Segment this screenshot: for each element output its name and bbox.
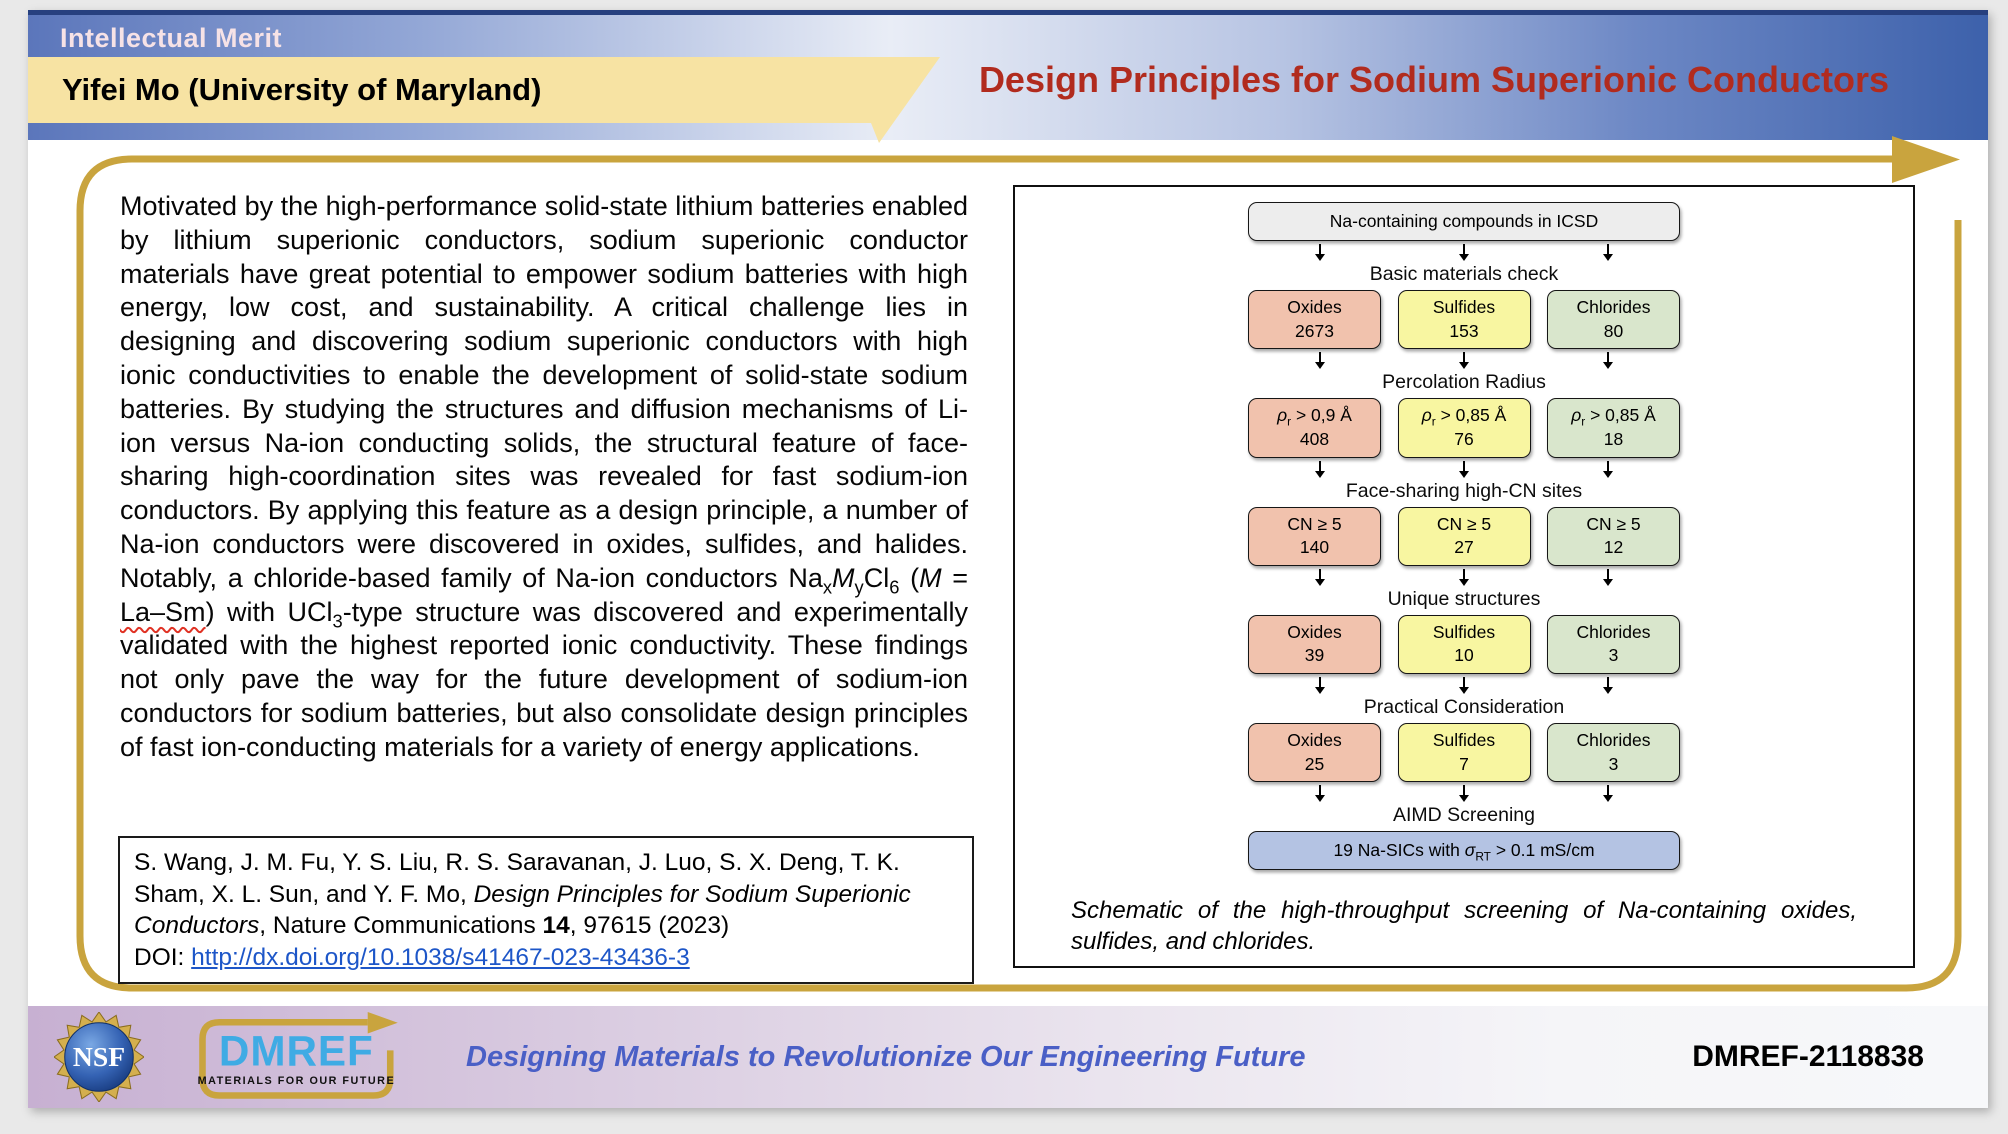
figure-panel	[1013, 185, 1915, 968]
flow-box-row	[1248, 290, 1680, 349]
dmref-subtitle: MATERIALS FOR OUR FUTURE	[197, 1075, 396, 1088]
flow-box-sulfides: Sulfides 153	[1398, 290, 1531, 349]
flow-box-chlorides: $\rho_r > 0,85$ Å 18	[1547, 398, 1680, 457]
down-arrow-icon	[1607, 785, 1609, 795]
flow-final-label: AIMD Screening	[1393, 804, 1535, 827]
down-arrow-icon	[1319, 569, 1321, 579]
flow-box-row	[1248, 398, 1680, 457]
abstract-text: Motivated by the high-performance solid-state lithium batteries enabled by lithium superionic conductors, sodium superionic conductor materials have great potential to empower sodium batteries with high energy, low cost, and sustainability. A critical challenge lies in designing and discovering sodium superionic conductors with high ionic conductivities to enable the development of solid-state sodium batteries. By studying the structures and diffusion mechanisms of Li-ion versus Na-ion conducting solids, the structural feature of face-sharing high-coordination sites was revealed for fast sodium-ion conductors. By applying this feature as a design principle, a number of Na-ion conductors were discovered in oxides, sulfides, and halides. Notably, a chloride-based family of Na-ion conductors $Na_xM_yCl_6$ (M = La–Sm) with UCl$_3$-type structure was discovered and experimentally validated with the highest reported ionic conductivity. These findings not only pave the way for the future development of sodium-ion conductors for sodium batteries, but also consolidate design principles of fast ion-conducting materials for a variety of energy applications.	[120, 191, 968, 762]
down-arrow-icon	[1319, 244, 1321, 254]
down-arrow-icon	[1463, 677, 1465, 687]
pi-banner	[28, 57, 978, 147]
down-arrow-icon	[1319, 461, 1321, 471]
arrow-right-icon	[1892, 136, 1960, 183]
flow-box-oxides: Oxides 39	[1248, 615, 1381, 674]
award-number: DMREF-2118838	[1692, 1040, 1924, 1073]
header-band	[28, 10, 1988, 140]
flow-box-row	[1248, 507, 1680, 566]
dmref-logo	[190, 1011, 414, 1103]
down-arrow-icon	[1319, 352, 1321, 362]
down-arrow-icon	[1463, 569, 1465, 579]
dmref-tagline: Designing Materials to Revolutionize Our Engineering Future	[466, 1040, 1306, 1073]
flow-box-chlorides: Chlorides 3	[1547, 723, 1680, 782]
flow-box-chlorides: Chlorides 80	[1547, 290, 1680, 349]
flow-final-box: 19 Na-SICs with $\sigma_{RT} > 0.1$ mS/cm	[1248, 831, 1680, 870]
down-arrow-icon	[1463, 352, 1465, 362]
flow-box-oxides: $\rho_r > 0,9$ Å 408	[1248, 398, 1381, 457]
flow-stage-label: Practical Consideration	[1363, 696, 1565, 718]
down-arrow-icon	[1319, 785, 1321, 795]
flow-arrow-row	[1248, 569, 1680, 586]
down-arrow-icon	[1319, 677, 1321, 687]
figure-caption: Schematic of the high-throughput screening of Na-containing oxides, sulfides, and chlorides.	[1071, 897, 1857, 955]
flow-box-oxides: Oxides 25	[1248, 723, 1381, 782]
slide-title: Design Principles for Sodium Superionic Conductors	[978, 59, 1890, 100]
flow-box-oxides: Oxides 2673	[1248, 290, 1381, 349]
flow-top-box: Na-containing compounds in ICSD	[1248, 202, 1680, 241]
down-arrow-icon	[1463, 461, 1465, 471]
nsf-letters: NSF	[72, 1041, 126, 1073]
pi-name: Yifei Mo (University of Maryland)	[62, 72, 542, 107]
citation-box: S. Wang, J. M. Fu, Y. S. Liu, R. S. Saravanan, J. Luo, S. X. Deng, T. K. Sham, X. L. Sun, and Y. F. Mo, Design Principles for Sodium Superionic Conductors, Nature Communications 14, 97615 (2023) DOI: http://dx.doi.org/10.1038/s41467-023-43436-3	[118, 836, 974, 984]
flow-arrow-row	[1248, 461, 1680, 478]
flow-box-sulfides: $\rho_r > 0,85$ Å 76	[1398, 398, 1531, 457]
flow-box-sulfides: Sulfides 7	[1398, 723, 1531, 782]
down-arrow-icon	[1607, 244, 1609, 254]
dmref-wordmark: DMREF	[218, 1027, 374, 1075]
flow-stage-label: Face-sharing high-CN sites	[1345, 479, 1583, 502]
flow-box-oxides: CN ≥ 5 140	[1248, 507, 1381, 566]
down-arrow-icon	[1607, 569, 1609, 579]
down-arrow-icon	[1607, 461, 1609, 471]
doi-link[interactable]: http://dx.doi.org/10.1038/s41467-023-43436-3	[191, 943, 690, 971]
nsf-logo	[54, 1012, 144, 1102]
down-arrow-icon	[1607, 677, 1609, 687]
down-arrow-icon	[1463, 244, 1465, 254]
down-arrow-icon	[1607, 352, 1609, 362]
footer-band	[28, 1006, 1988, 1108]
flow-arrow-row	[1248, 352, 1680, 369]
flow-stage-label: Percolation Radius	[1382, 371, 1546, 394]
flow-stages	[1248, 244, 1680, 870]
slide	[28, 10, 1988, 1108]
flow-box-chlorides: CN ≥ 5 12	[1547, 507, 1680, 566]
flow-box-sulfides: CN ≥ 5 27	[1398, 507, 1531, 566]
flow-arrow-row	[1248, 677, 1680, 694]
eyebrow-label: Intellectual Merit	[60, 23, 283, 53]
flow-arrow-row	[1248, 785, 1680, 802]
flow-box-chlorides: Chlorides 3	[1547, 615, 1680, 674]
flow-box-row	[1248, 723, 1680, 782]
flow-arrow-row	[1248, 244, 1680, 261]
flow-stage-label: Unique structures	[1387, 587, 1541, 610]
flow-box-sulfides: Sulfides 10	[1398, 615, 1531, 674]
flow-stage-label: Basic materials check	[1369, 263, 1559, 285]
flow-box-row	[1248, 615, 1680, 674]
down-arrow-icon	[1463, 785, 1465, 795]
flowchart	[1248, 202, 1680, 870]
